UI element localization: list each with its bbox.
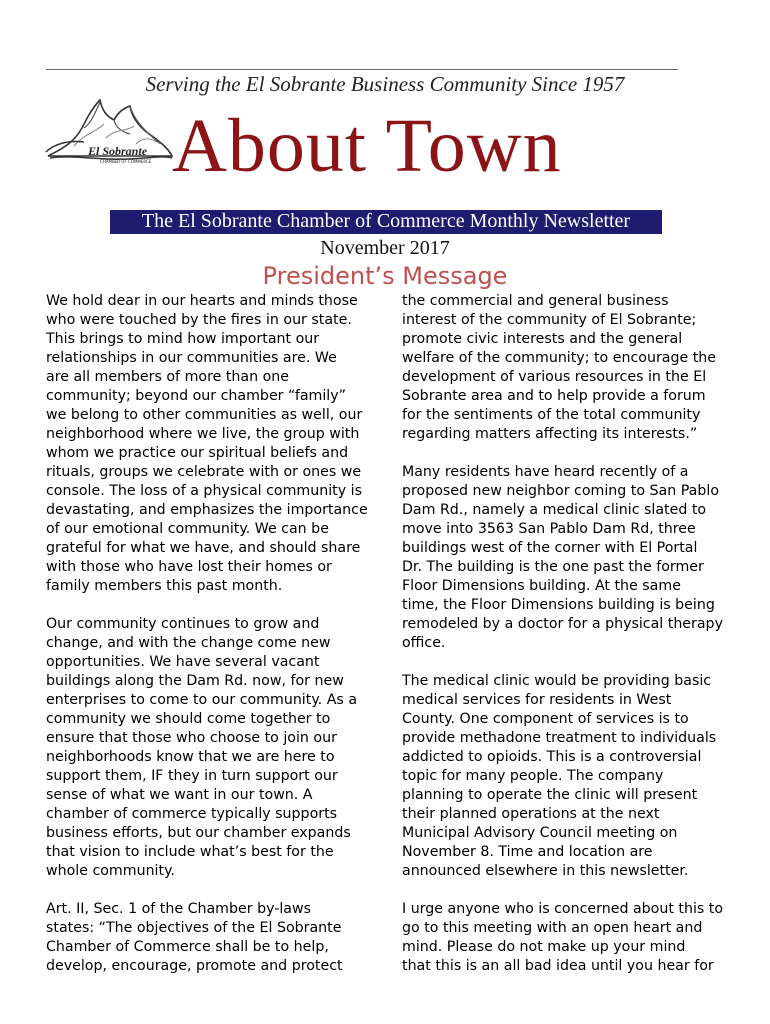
- mountain-logo-icon: [44, 98, 174, 178]
- issue-date: November 2017: [320, 237, 450, 259]
- header-rule: [46, 69, 678, 70]
- paragraph: the commercial and general business interest of the community of El Sobrante; promote civic interests and the general welfare of the community; to encourage the development of various resources in the El Sobrante area and to help provide a forum for the sentiments of the total community regarding matters affecting its interests.”: [402, 293, 716, 442]
- chamber-logo: [44, 98, 174, 178]
- paragraph: Our community continues to grow and change, and with the change come new opportunities. We have several vacant buildings along the Dam Rd. now, for new enterprises to come to our community. As a community we should come together to ensure that those who choose to join our neighborhoods know that we are here to support them, IF they in turn support our sense of what we want in our town. A chamber of commerce typically supports business efforts, but our chamber expands that vision to include what’s best for the whole community.: [46, 616, 358, 879]
- logo-name: El Sobrante: [88, 144, 148, 158]
- tagline: Serving the El Sobrante Business Community Since 1957: [145, 72, 625, 96]
- paragraph: We hold dear in our hearts and minds those who were touched by the fires in our state. This brings to mind how important our relationships in our communities are. We are all members of more than one community; beyond our chamber “family” we belong to other communities as well, our neighborhood where we live, the group with whom we practice our spiritual beliefs and rituals, groups we celebrate with or ones we console. The loss of a physical community is devastating, and emphasizes the importance of our emotional community. We can be grateful for what we have, and should share with those who have lost their homes or family members this past month.: [46, 293, 368, 594]
- paragraph: Many residents have heard recently of a proposed new neighbor coming to San Pablo Dam Rd., namely a medical clinic slated to move into 3563 San Pablo Dam Rd, three buildings west of the corner with El Portal Dr. The building is the one past the former Floor Dimensions building. At the same time, the Floor Dimensions building is being remodeled by a doctor for a physical therapy office.: [402, 464, 723, 651]
- newsletter-subtitle: The El Sobrante Chamber of Commerce Monthly Newsletter: [141, 210, 631, 232]
- article-column-left: [46, 292, 396, 995]
- paragraph: I urge anyone who is concerned about this to go to this meeting with an open heart and mind. Please do not make up your mind that this is an all bad idea until you hear for: [402, 901, 724, 974]
- logo-caption: CHAMBER OF COMMERCE: [100, 159, 152, 164]
- newsletter-title: About Town: [172, 104, 562, 188]
- section-heading: President’s Message: [262, 262, 508, 290]
- paragraph: The medical clinic would be providing basic medical services for residents in West County. One component of services is to provide methadone treatment to individuals addicted to opioids. This is a controversial topic for many people. The company planning to operate the clinic will present their planned operations at the next Municipal Advisory Council meeting on November 8. Time and location are announced elsewhere in this newsletter.: [402, 673, 717, 879]
- article-column-right: [402, 292, 752, 995]
- paragraph: Art. II, Sec. 1 of the Chamber by-laws states: “The objectives of the El Sobrante Chamber of Commerce shall be to help, develop, encourage, promote and protect: [46, 901, 343, 974]
